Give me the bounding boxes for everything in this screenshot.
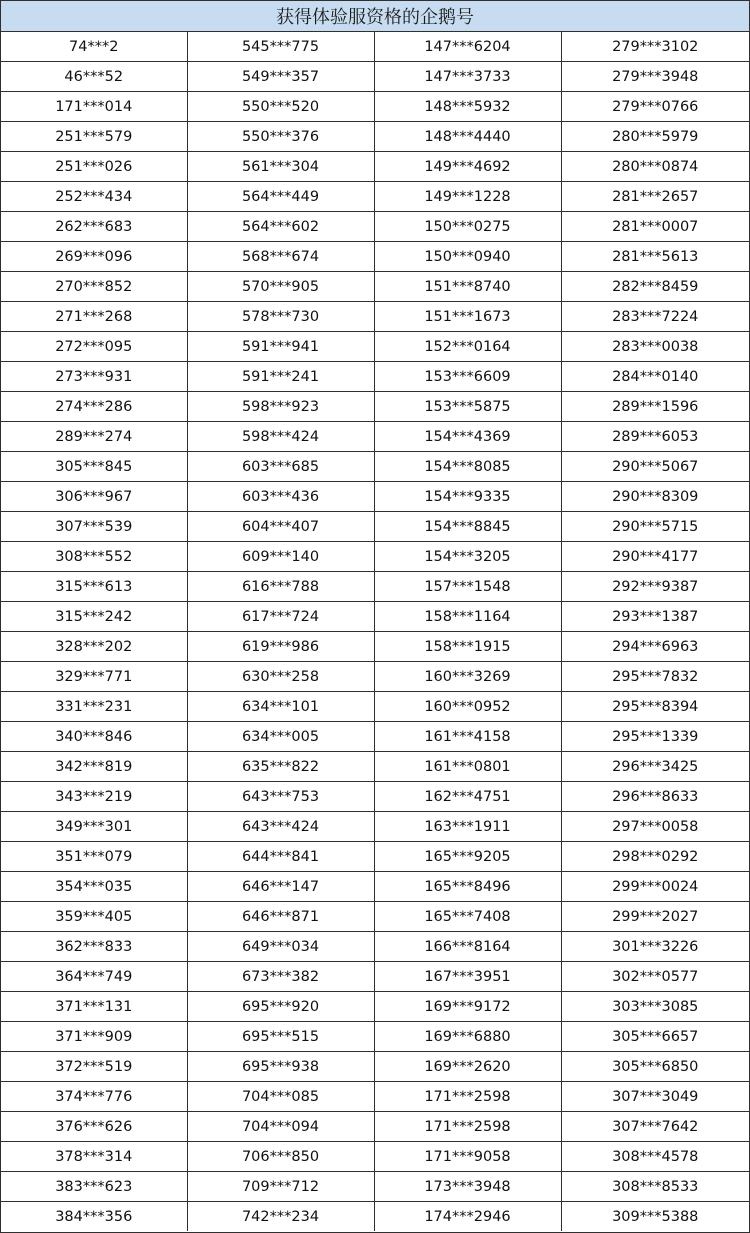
table-row bbox=[1, 182, 749, 212]
qq-number-cell: 171***2598 bbox=[374, 1112, 561, 1142]
qq-number-cell: 169***9172 bbox=[374, 992, 561, 1022]
qq-number-cell: 570***905 bbox=[187, 272, 374, 302]
table-body bbox=[1, 32, 749, 1231]
qq-number-cell: 378***314 bbox=[1, 1142, 187, 1172]
qq-number-cell: 154***4369 bbox=[374, 422, 561, 452]
qq-number-cell: 374***776 bbox=[1, 1082, 187, 1112]
table-row bbox=[1, 152, 749, 182]
qq-number-cell: 153***6609 bbox=[374, 362, 561, 392]
table-row bbox=[1, 632, 749, 662]
qq-number-cell: 578***730 bbox=[187, 302, 374, 332]
table-row bbox=[1, 122, 749, 152]
qq-number-cell: 165***9205 bbox=[374, 842, 561, 872]
table-row bbox=[1, 512, 749, 542]
table-row bbox=[1, 602, 749, 632]
qq-number-cell: 342***819 bbox=[1, 752, 187, 782]
qq-number-cell: 290***8309 bbox=[561, 482, 749, 512]
qq-number-cell: 149***4692 bbox=[374, 152, 561, 182]
qq-number-cell: 704***085 bbox=[187, 1082, 374, 1112]
qq-number-cell: 290***4177 bbox=[561, 542, 749, 572]
qq-number-cell: 151***1673 bbox=[374, 302, 561, 332]
qq-number-cell: 274***286 bbox=[1, 392, 187, 422]
table-row bbox=[1, 242, 749, 272]
qq-number-cell: 157***1548 bbox=[374, 572, 561, 602]
qq-number-cell: 290***5715 bbox=[561, 512, 749, 542]
qq-number-cell: 148***4440 bbox=[374, 122, 561, 152]
qq-number-cell: 271***268 bbox=[1, 302, 187, 332]
qq-number-cell: 619***986 bbox=[187, 632, 374, 662]
qq-number-cell: 150***0275 bbox=[374, 212, 561, 242]
qq-number-cell: 279***0766 bbox=[561, 92, 749, 122]
qq-number-cell: 162***4751 bbox=[374, 782, 561, 812]
qq-number-cell: 284***0140 bbox=[561, 362, 749, 392]
qq-number-cell: 270***852 bbox=[1, 272, 187, 302]
qq-number-cell: 169***2620 bbox=[374, 1052, 561, 1082]
qq-number-cell: 617***724 bbox=[187, 602, 374, 632]
qq-number-cell: 289***1596 bbox=[561, 392, 749, 422]
qq-number-cell: 289***274 bbox=[1, 422, 187, 452]
qq-number-cell: 161***4158 bbox=[374, 722, 561, 752]
qq-number-cell: 251***026 bbox=[1, 152, 187, 182]
qq-number-cell: 371***131 bbox=[1, 992, 187, 1022]
table-row bbox=[1, 32, 749, 62]
table-row bbox=[1, 572, 749, 602]
qq-number-cell: 604***407 bbox=[187, 512, 374, 542]
qq-number-cell: 153***5875 bbox=[374, 392, 561, 422]
qq-number-cell: 643***424 bbox=[187, 812, 374, 842]
qq-number-cell: 695***515 bbox=[187, 1022, 374, 1052]
table-row bbox=[1, 662, 749, 692]
qq-number-cell: 644***841 bbox=[187, 842, 374, 872]
qq-number-cell: 303***3085 bbox=[561, 992, 749, 1022]
sheet-title: 获得体验服资格的企鹅号 bbox=[1, 1, 749, 32]
qq-number-cell: 154***8085 bbox=[374, 452, 561, 482]
qq-number-cell: 298***0292 bbox=[561, 842, 749, 872]
table-row bbox=[1, 812, 749, 842]
qq-number-cell: 262***683 bbox=[1, 212, 187, 242]
qq-number-cell: 329***771 bbox=[1, 662, 187, 692]
table-row bbox=[1, 1172, 749, 1202]
qq-number-cell: 252***434 bbox=[1, 182, 187, 212]
qq-number-cell: 173***3948 bbox=[374, 1172, 561, 1202]
qq-number-cell: 372***519 bbox=[1, 1052, 187, 1082]
qq-number-cell: 165***7408 bbox=[374, 902, 561, 932]
qq-number-cell: 74***2 bbox=[1, 32, 187, 62]
qq-number-cell: 281***2657 bbox=[561, 182, 749, 212]
table-row bbox=[1, 482, 749, 512]
qq-number-cell: 295***1339 bbox=[561, 722, 749, 752]
table-row bbox=[1, 422, 749, 452]
qq-number-cell: 591***241 bbox=[187, 362, 374, 392]
qq-number-cell: 550***520 bbox=[187, 92, 374, 122]
qq-number-cell: 251***579 bbox=[1, 122, 187, 152]
qq-number-cell: 704***094 bbox=[187, 1112, 374, 1142]
table-row bbox=[1, 392, 749, 422]
qq-number-cell: 295***8394 bbox=[561, 692, 749, 722]
table-row bbox=[1, 722, 749, 752]
qq-number-cell: 296***3425 bbox=[561, 752, 749, 782]
qq-number-cell: 349***301 bbox=[1, 812, 187, 842]
qq-number-cell: 147***3733 bbox=[374, 62, 561, 92]
qq-number-cell: 649***034 bbox=[187, 932, 374, 962]
table-row bbox=[1, 272, 749, 302]
qq-number-cell: 279***3102 bbox=[561, 32, 749, 62]
table-row bbox=[1, 332, 749, 362]
qq-number-cell: 293***1387 bbox=[561, 602, 749, 632]
table-row bbox=[1, 362, 749, 392]
qq-number-cell: 616***788 bbox=[187, 572, 374, 602]
qq-number-cell: 695***920 bbox=[187, 992, 374, 1022]
qq-number-cell: 371***909 bbox=[1, 1022, 187, 1052]
table-row bbox=[1, 872, 749, 902]
table-row bbox=[1, 1052, 749, 1082]
qq-number-cell: 630***258 bbox=[187, 662, 374, 692]
qq-number-cell: 272***095 bbox=[1, 332, 187, 362]
qq-number-cell: 309***5388 bbox=[612, 1208, 699, 1225]
qq-number-cell: 148***5932 bbox=[374, 92, 561, 122]
qq-number-cell: 154***3205 bbox=[374, 542, 561, 572]
qq-number-cell: 296***8633 bbox=[561, 782, 749, 812]
table-row bbox=[1, 752, 749, 782]
table-row bbox=[1, 302, 749, 332]
table-row bbox=[1, 1112, 749, 1142]
qq-number-cell: 147***6204 bbox=[374, 32, 561, 62]
qq-number-cell: 151***8740 bbox=[374, 272, 561, 302]
qq-number-cell: 174***2946 bbox=[374, 1202, 561, 1232]
qq-number-cell: 673***382 bbox=[187, 962, 374, 992]
qq-number-cell: 591***941 bbox=[187, 332, 374, 362]
qq-number-cell: 283***0038 bbox=[561, 332, 749, 362]
qq-number-cell: 646***871 bbox=[187, 902, 374, 932]
qq-number-cell: 165***8496 bbox=[374, 872, 561, 902]
qq-number-cell: 169***6880 bbox=[374, 1022, 561, 1052]
qq-number-cell: 634***005 bbox=[187, 722, 374, 752]
qq-number-cell: 171***9058 bbox=[374, 1142, 561, 1172]
qq-number-cell: 550***376 bbox=[187, 122, 374, 152]
qq-number-cell: 307***3049 bbox=[561, 1082, 749, 1112]
qq-number-cell: 564***449 bbox=[187, 182, 374, 212]
table-row bbox=[1, 1022, 749, 1052]
table-row bbox=[1, 902, 749, 932]
qq-number-cell: 149***1228 bbox=[374, 182, 561, 212]
qq-number-cell: 383***623 bbox=[1, 1172, 187, 1202]
table-row bbox=[1, 212, 749, 242]
qq-number-cell: 307***539 bbox=[1, 512, 187, 542]
qq-number-cell: 289***6053 bbox=[561, 422, 749, 452]
qq-number-cell: 328***202 bbox=[1, 632, 187, 662]
qq-number-cell: 295***7832 bbox=[561, 662, 749, 692]
qq-number-cell: 160***3269 bbox=[374, 662, 561, 692]
qq-number-cell: 545***775 bbox=[187, 32, 374, 62]
qq-number-cell: 290***5067 bbox=[561, 452, 749, 482]
qq-number-cell: 331***231 bbox=[1, 692, 187, 722]
table-row bbox=[1, 1142, 749, 1172]
qq-number-cell: 307***7642 bbox=[561, 1112, 749, 1142]
qq-number-cell: 308***552 bbox=[1, 542, 187, 572]
qq-number-cell: 549***357 bbox=[187, 62, 374, 92]
qq-number-cell: 384***356 bbox=[1, 1202, 187, 1232]
qq-number-cell: 706***850 bbox=[187, 1142, 374, 1172]
qq-number-cell: 362***833 bbox=[1, 932, 187, 962]
qq-number-cell: 598***424 bbox=[187, 422, 374, 452]
qq-number-cell: 171***2598 bbox=[374, 1082, 561, 1112]
qq-number-cell: 158***1164 bbox=[374, 602, 561, 632]
qq-number-cell: 299***2027 bbox=[561, 902, 749, 932]
table-row bbox=[1, 932, 749, 962]
table-row bbox=[1, 692, 749, 722]
table-row bbox=[1, 962, 749, 992]
qq-number-cell: 603***436 bbox=[187, 482, 374, 512]
qq-number-cell: 359***405 bbox=[1, 902, 187, 932]
qq-number-cell: 568***674 bbox=[187, 242, 374, 272]
qq-number-cell: 292***9387 bbox=[561, 572, 749, 602]
qq-number-table bbox=[1, 32, 749, 1231]
qq-number-cell: 280***0874 bbox=[561, 152, 749, 182]
qq-number-cell: 634***101 bbox=[187, 692, 374, 722]
qq-number-cell: 305***845 bbox=[1, 452, 187, 482]
table-row bbox=[1, 92, 749, 122]
qq-number-cell: 269***096 bbox=[1, 242, 187, 272]
qq-number-cell: 354***035 bbox=[1, 872, 187, 902]
qq-number-cell: 171***014 bbox=[1, 92, 187, 122]
table-row bbox=[1, 542, 749, 572]
qq-number-cell: 305***6850 bbox=[561, 1052, 749, 1082]
qq-number-cell: 561***304 bbox=[187, 152, 374, 182]
qq-number-cell: 308***4578 bbox=[561, 1142, 749, 1172]
table-row bbox=[1, 62, 749, 92]
qq-number-cell: 166***8164 bbox=[374, 932, 561, 962]
qq-number-cell: 351***079 bbox=[1, 842, 187, 872]
qq-number-cell: 150***0940 bbox=[374, 242, 561, 272]
qq-number-cell: 154***8845 bbox=[374, 512, 561, 542]
qq-number-cell: 46***52 bbox=[1, 62, 187, 92]
qq-number-cell: 302***0577 bbox=[561, 962, 749, 992]
qq-number-cell: 154***9335 bbox=[374, 482, 561, 512]
qq-number-cell: 163***1911 bbox=[374, 812, 561, 842]
qq-number-cell: 297***0058 bbox=[561, 812, 749, 842]
qq-number-cell: 282***8459 bbox=[561, 272, 749, 302]
table-row bbox=[1, 1082, 749, 1112]
qq-number-cell: 315***242 bbox=[1, 602, 187, 632]
qq-number-cell: 695***938 bbox=[187, 1052, 374, 1082]
qq-number-cell: 742***234 bbox=[187, 1202, 374, 1232]
qq-number-cell: 709***712 bbox=[187, 1172, 374, 1202]
qq-number-cell: 152***0164 bbox=[374, 332, 561, 362]
table-row bbox=[1, 842, 749, 872]
qq-number-cell: 376***626 bbox=[1, 1112, 187, 1142]
qq-number-cell: 281***5613 bbox=[561, 242, 749, 272]
table-row bbox=[1, 1202, 749, 1232]
table-row bbox=[1, 782, 749, 812]
qq-number-cell: 273***931 bbox=[1, 362, 187, 392]
qq-number-cell: 343***219 bbox=[1, 782, 187, 812]
qq-number-cell: 294***6963 bbox=[561, 632, 749, 662]
qq-number-cell: 609***140 bbox=[187, 542, 374, 572]
qq-number-cell: 160***0952 bbox=[374, 692, 561, 722]
qq-number-cell: 301***3226 bbox=[561, 932, 749, 962]
qq-number-cell: 340***846 bbox=[1, 722, 187, 752]
qq-number-cell: 564***602 bbox=[187, 212, 374, 242]
qq-number-cell: 279***3948 bbox=[561, 62, 749, 92]
qq-number-cell: 167***3951 bbox=[374, 962, 561, 992]
qq-number-cell: 305***6657 bbox=[561, 1022, 749, 1052]
qq-number-cell: 283***7224 bbox=[561, 302, 749, 332]
qq-number-cell: 364***749 bbox=[1, 962, 187, 992]
table-row bbox=[1, 452, 749, 482]
qq-number-cell: 161***0801 bbox=[374, 752, 561, 782]
qq-number-cell: 306***967 bbox=[1, 482, 187, 512]
qq-number-cell: 598***923 bbox=[187, 392, 374, 422]
table-row bbox=[1, 992, 749, 1022]
qq-number-cell: 646***147 bbox=[187, 872, 374, 902]
qq-number-cell: 280***5979 bbox=[561, 122, 749, 152]
qq-number-cell: 308***8533 bbox=[561, 1172, 749, 1202]
qq-number-cell: 299***0024 bbox=[561, 872, 749, 902]
qq-number-cell: 281***0007 bbox=[561, 212, 749, 242]
qq-number-cell: 643***753 bbox=[187, 782, 374, 812]
qq-number-cell: 635***822 bbox=[187, 752, 374, 782]
qq-number-cell: 158***1915 bbox=[374, 632, 561, 662]
qq-number-cell: 603***685 bbox=[187, 452, 374, 482]
qq-number-cell: 315***613 bbox=[1, 572, 187, 602]
